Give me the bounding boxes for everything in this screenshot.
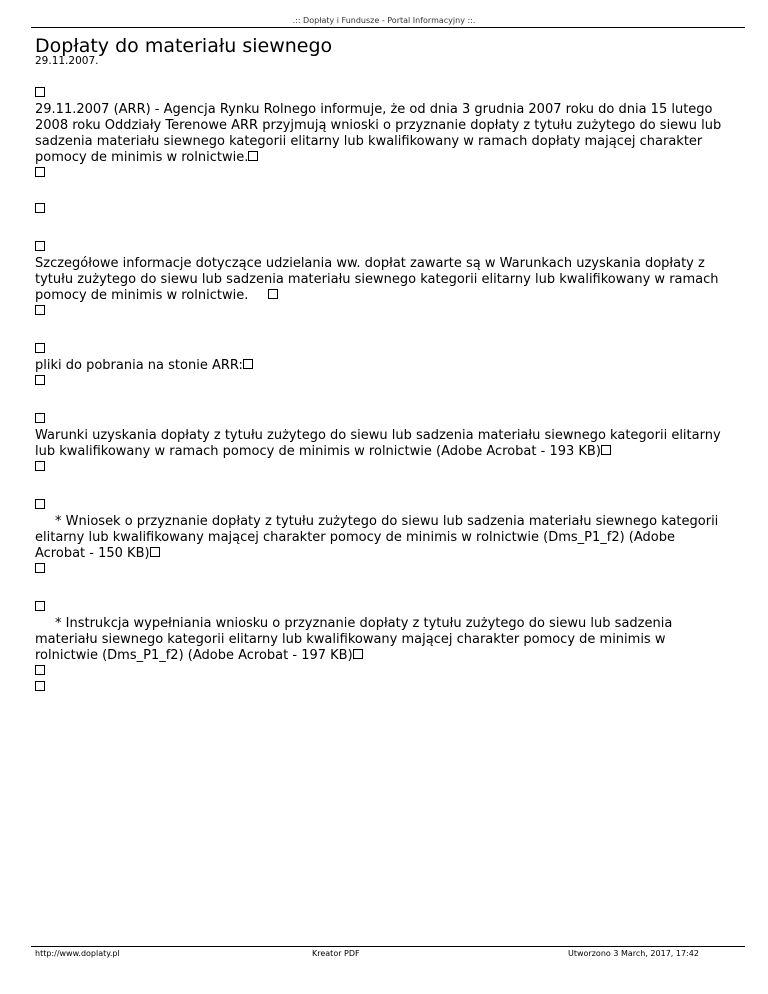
download-line: elitarny lub kwalifikowany mającej charakter pomocy de minimis w rolnictwie (Dms_P1_f2) (Adobe bbox=[35, 530, 676, 545]
missing-glyph-box bbox=[35, 343, 45, 353]
article-body bbox=[35, 86, 740, 696]
missing-glyph-box bbox=[35, 665, 45, 675]
footer-created-date: Utworzono 3 March, 2017, 17:42 bbox=[568, 949, 699, 958]
intro-line: sadzenia materiału siewnego kategorii elitarny lub kwalifikowany w ramach dopłaty mającej charakter bbox=[35, 134, 703, 149]
details-line: tytułu zużytego do siewu lub sadzenia materiału siewnego kategorii elitarny lub kwalifikowany w ramach bbox=[35, 272, 719, 287]
download-line: rolnictwie (Dms_P1_f2) (Adobe Acrobat - 197 KB) bbox=[35, 648, 353, 663]
missing-glyph-box bbox=[35, 563, 45, 573]
missing-glyph-box bbox=[35, 601, 45, 611]
publication-date: 29.11.2007. bbox=[35, 55, 99, 67]
download-line: * Wniosek o przyznanie dopłaty z tytułu zużytego do siewu lub sadzenia materiału siewnego kategorii bbox=[55, 514, 719, 529]
downloads-label: pliki do pobrania na stonie ARR: bbox=[35, 358, 243, 373]
download-item-conditions[interactable] bbox=[35, 428, 740, 460]
footer-generator: Kreator PDF bbox=[312, 949, 360, 958]
missing-glyph-box bbox=[35, 241, 45, 251]
details-line: Szczegółowe informacje dotyczące udzielania ww. dopłat zawarte są w Warunkach uzyskania dopłaty z bbox=[35, 256, 705, 271]
missing-glyph-box bbox=[35, 375, 45, 385]
intro-paragraph bbox=[35, 102, 740, 166]
missing-glyph-box bbox=[35, 461, 45, 471]
missing-glyph-box bbox=[268, 289, 278, 299]
download-item-instructions[interactable] bbox=[35, 616, 740, 664]
page-header: .:: Dopłaty i Fundusze - Portal Informacyjny ::. bbox=[292, 16, 476, 25]
details-line: pomocy de minimis w rolnictwie. bbox=[35, 288, 249, 303]
download-line: lub kwalifikowany w ramach pomocy de minimis w rolnictwie (Adobe Acrobat - 193 KB) bbox=[35, 444, 601, 459]
missing-glyph-box bbox=[35, 203, 45, 213]
missing-glyph-box bbox=[35, 87, 45, 97]
download-line: materiału siewnego kategorii elitarny lub kwalifikowany mającej charakter pomocy de minimis w bbox=[35, 632, 666, 647]
footer-url[interactable]: http://www.doplaty.pl bbox=[35, 949, 120, 958]
download-item-application[interactable] bbox=[35, 514, 740, 562]
missing-glyph-box bbox=[35, 499, 45, 509]
details-paragraph bbox=[35, 256, 740, 304]
download-line: * Instrukcja wypełniania wniosku o przyznanie dopłaty z tytułu zużytego do siewu lub sadzenia bbox=[55, 616, 673, 631]
missing-glyph-box bbox=[601, 445, 611, 455]
missing-glyph-box bbox=[248, 151, 258, 161]
intro-line: 29.11.2007 (ARR) - Agencja Rynku Rolnego informuje, że od dnia 3 grudnia 2007 roku do dnia 15 lutego bbox=[35, 102, 713, 117]
download-line: Warunki uzyskania dopłaty z tytułu zużytego do siewu lub sadzenia materiału siewnego kategorii elitarny bbox=[35, 428, 721, 443]
missing-glyph-box bbox=[35, 681, 45, 691]
missing-glyph-box bbox=[35, 413, 45, 423]
missing-glyph-box bbox=[243, 359, 253, 369]
intro-line: pomocy de minimis w rolnictwie. bbox=[35, 150, 249, 165]
download-line: Acrobat - 150 KB) bbox=[35, 546, 150, 561]
missing-glyph-box bbox=[353, 649, 363, 659]
header-divider bbox=[31, 27, 745, 28]
footer-divider bbox=[31, 946, 745, 947]
missing-glyph-box bbox=[150, 547, 160, 557]
missing-glyph-box bbox=[35, 167, 45, 177]
page-title: Dopłaty do materiału siewnego bbox=[35, 35, 333, 57]
intro-line: 2008 roku Oddziały Terenowe ARR przyjmują wnioski o przyznanie dopłaty z tytułu zużytego do siewu lub bbox=[35, 118, 722, 133]
missing-glyph-box bbox=[35, 305, 45, 315]
